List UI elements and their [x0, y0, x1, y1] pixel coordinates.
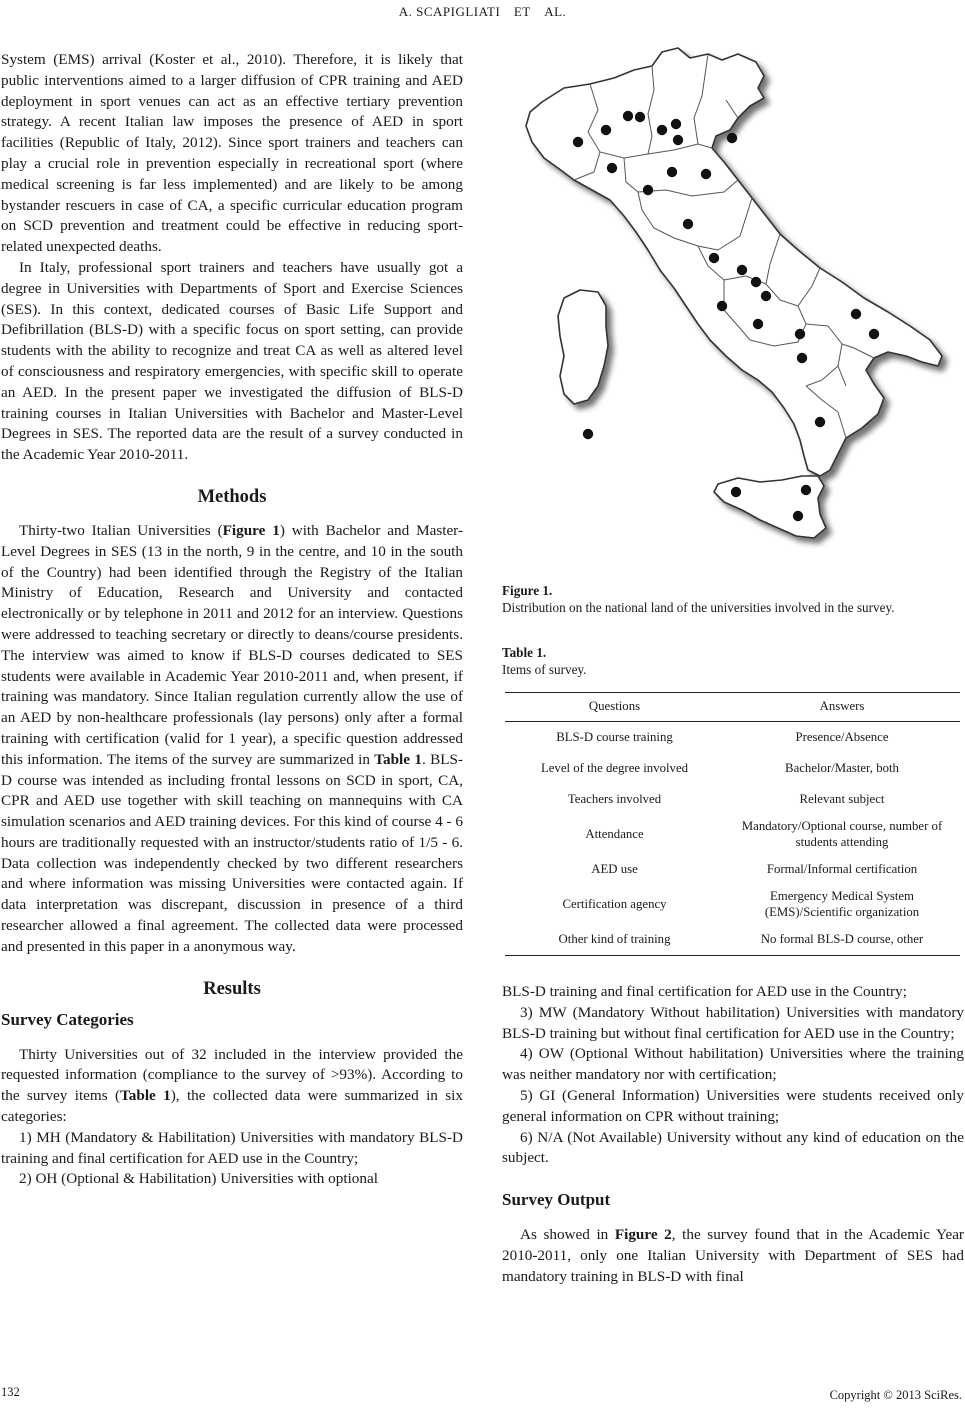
paragraph-survey-categories: Thirty Universities out of 32 included in the interview provided the requested information (compliance to the survey of >93%). According to the survey items (Table 1), the collected data were summarized in six categories: [1, 1045, 463, 1126]
sardinia-shape [558, 290, 608, 404]
page-number: 132 [1, 1385, 20, 1399]
university-marker [607, 163, 617, 173]
university-marker [671, 119, 681, 129]
italy-map-figure [502, 40, 964, 570]
university-marker [573, 137, 583, 147]
university-marker [737, 265, 747, 275]
table-row: Attendance Mandatory/Optional course, number of students attending [585, 819, 943, 849]
list-item-oh-continued: BLS-D training and final certification for AED use in the Country; [502, 983, 907, 1000]
sicily-shape [714, 476, 826, 538]
university-marker [761, 291, 771, 301]
table-row: Teachers involved Relevant subject [567, 791, 885, 806]
table-row: BLS-D course training Presence/Absence [556, 729, 889, 744]
university-marker [801, 485, 811, 495]
list-item-na: 6) N/A (Not Available) University without any kind of education on the subject. [502, 1128, 964, 1167]
survey-output-heading: Survey Output [502, 1190, 611, 1210]
university-marker [851, 309, 861, 319]
table-1-caption: Table 1. Items of survey. [502, 645, 587, 677]
university-marker [657, 125, 667, 135]
list-item-gi: 5) GI (General Information) Universities were students received only general information on CPR without training; [502, 1086, 964, 1125]
university-marker [751, 277, 761, 287]
paragraph-survey-output: As showed in Figure 2, the survey found that in the Academic Year 2010-2011, only one Italian University with Department of SES had mandatory training in BLS-D with final [502, 1226, 964, 1285]
university-marker [673, 135, 683, 145]
methods-heading: Methods [197, 486, 267, 507]
copyright-notice: Copyright © 2013 SciRes. [829, 1388, 962, 1402]
list-item-mw: 3) MW (Mandatory Without habilitation) Universities with mandatory BLS-D training but without final certification for AED use in the Country; [502, 1003, 964, 1042]
left-column [1, 50, 463, 1190]
right-column [502, 40, 964, 1288]
university-marker [583, 429, 593, 439]
university-marker [623, 111, 633, 121]
university-marker [701, 169, 711, 179]
figure-2-reference[interactable]: Figure 2 [614, 1226, 672, 1244]
paragraph-intro-end: System (EMS) arrival (Koster et al., 2010). Therefore, it is likely that public interventions aimed to a larger diffusion of CPR training and AED deployment in sport venues can act as an effective tertiary prevention strategy. A recent Italian law imposes the presence of AED in sport facilities (Republic of Italy, 2012). Since sport trainers and teachers can play a crucial role in prevention especially in recreational sport (where medical screening is far less implemented) and are likely to be among bystander rescuers in case of CA, a specific curricular education program on SCD prevention and treatment could be effective in reducing sport-related unexpected deaths. [1, 51, 463, 256]
table-header-questions: Questions [505, 693, 724, 722]
paragraph-italy-context: In Italy, professional sport trainers and teachers have usually got a degree in Universities with Departments of Sport and Exercise Sciences (SES). In this context, dedicated courses of Basic Life Support and Defibrillation (BLS-D) with a specific focus on sport setting, can provide students with the ability to recognize and treat CA as well as altered level of consciousness and respiratory emergencies, with specific skill to operate an AED. In the present paper we investigated the diffusion of BLS-D training courses in Italian Universities with Bachelor and Master-Level Degrees in SES. The reported data are the result of a survey conducted in the Academic Year 2010-2011. [1, 258, 463, 464]
university-marker [869, 329, 879, 339]
university-marker [815, 417, 825, 427]
survey-items-table [505, 692, 960, 956]
university-marker [709, 253, 719, 263]
running-header: A. SCAPIGLIATI ET AL. [398, 4, 567, 19]
figure-1-reference[interactable]: Figure 1 [222, 521, 280, 539]
paragraph-methods: Thirty-two Italian Universities (Figure 1) with Bachelor and Master-Level Degrees in SES (13 in the north, 9 in the centre, and 10 in the south of the Country) had been identified through the Registry of the Italian Ministry of Education, Research and University and contacted electronically or by telephone in 2011 and 2012 for an interview. Questions were addressed to teaching secretary or directly to deans/course presidents. The interview was aimed to know if BLS-D courses dedicated to SES students were available in Academic Year 2010-2011 and, when present, if training was mandatory. Since Italian regulation currently allow the use of an AED by non-healthcare professionals (lay persons) only after a formal training with certification (valid for 1 year), a specific question addressed this information. The items of the survey are summarized in Table 1. BLS-D course was intended as including frontal lessons on SCD in sport, CA, CPR and AED use together with skill teaching on mannequins with CA simulation scenarios and AED training devices. For this kind of course 4 - 6 hours are traditionally requested with an instructor/students ratio of 1/5 - 6. Data collection was independently checked by two different researchers and where information was missing Universities were contacted again. If data interpretation was discrepant, discussion in presence of a third researcher allowed a final agreement. The collected data were processed and presented in this paper in a anonymous way. [1, 521, 463, 955]
university-marker [635, 112, 645, 122]
italy-map-icon [502, 40, 964, 570]
list-item-oh-start: 2) OH (Optional & Habilitation) Universities with optional [19, 1170, 378, 1188]
table-row: Level of the degree involved Bachelor/Master, both [540, 760, 899, 775]
table-row: Other kind of training No formal BLS-D course, other [505, 924, 960, 956]
university-marker [795, 329, 805, 339]
results-heading: Results [203, 978, 261, 999]
university-marker [753, 319, 763, 329]
table-1-reference-2[interactable]: Table 1 [120, 1087, 171, 1105]
list-item-ow: 4) OW (Optional Without habilitation) Universities where the training was neither mandatory nor with certification; [502, 1045, 964, 1084]
university-marker [727, 133, 737, 143]
table-row: AED use Formal/Informal certification [591, 861, 918, 876]
university-marker [601, 125, 611, 135]
table-header-answers: Answers [724, 693, 960, 722]
list-item-mh: 1) MH (Mandatory & Habilitation) Universities with mandatory BLS-D training and final certification for AED use in the Country; [1, 1128, 463, 1167]
university-marker [793, 511, 803, 521]
university-marker [731, 487, 741, 497]
university-marker [717, 301, 727, 311]
survey-categories-heading: Survey Categories [1, 1009, 134, 1029]
university-marker [683, 219, 693, 229]
figure-1-caption: Figure 1. Distribution on the national land of the universities involved in the survey. [502, 583, 895, 615]
university-marker [667, 167, 677, 177]
table-1-reference[interactable]: Table 1 [374, 750, 422, 768]
university-marker [643, 185, 653, 195]
university-marker [797, 353, 807, 363]
table-row: Certification agency Emergency Medical System (EMS)/Scientific organization [562, 889, 920, 919]
